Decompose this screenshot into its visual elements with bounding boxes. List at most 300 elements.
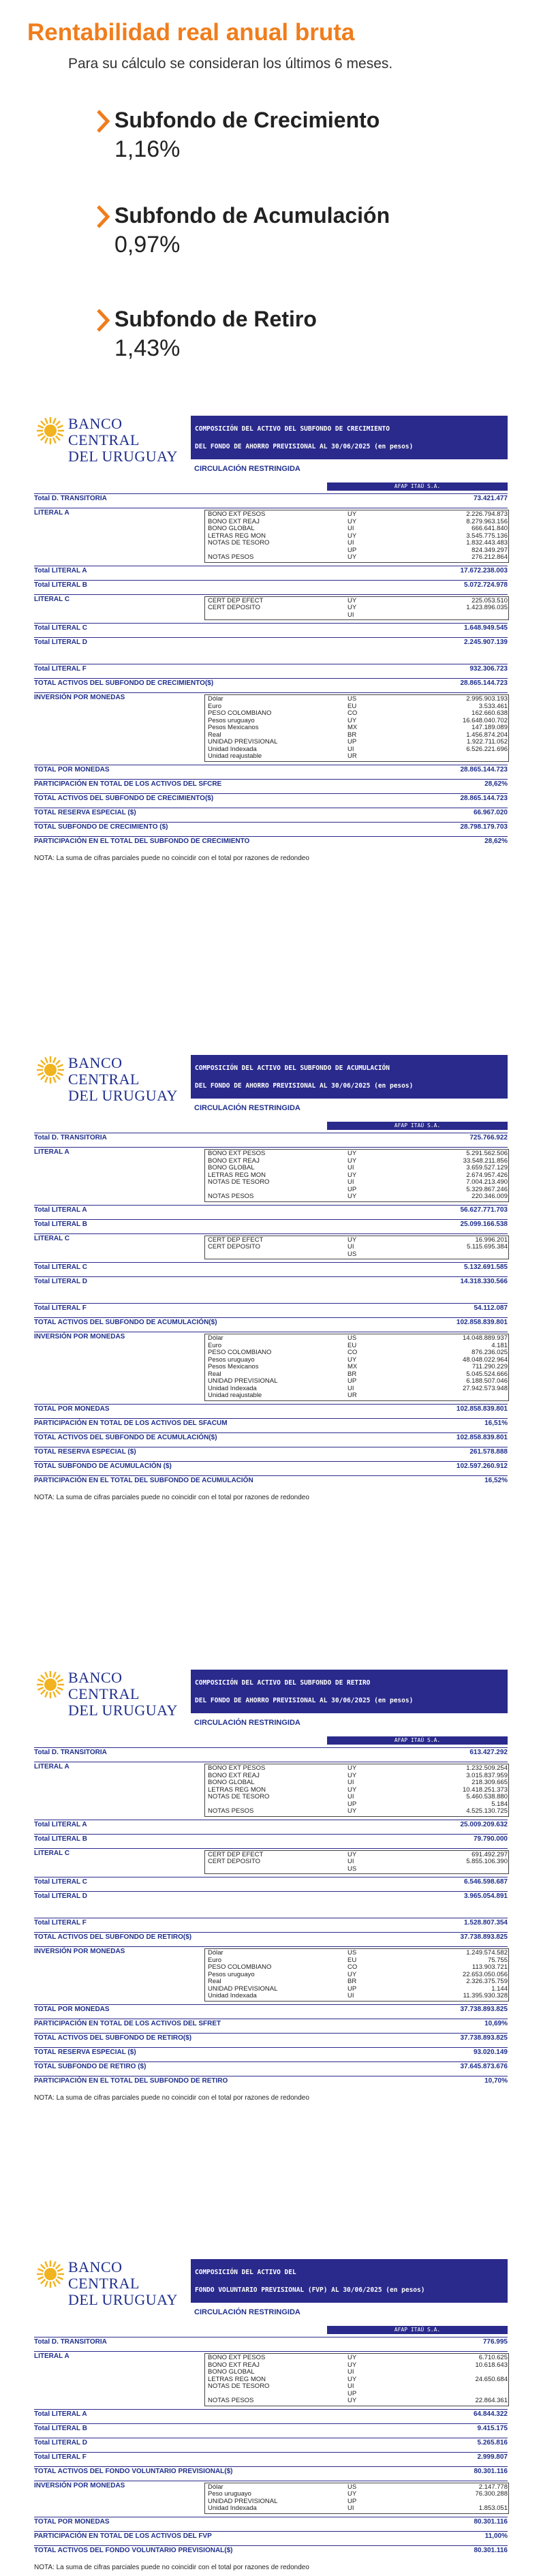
row-total: 5.132.691.585 <box>464 1263 508 1271</box>
report-fvp <box>34 2252 511 2573</box>
row-total: 28,62% <box>484 780 508 788</box>
block-label: INVERSIÓN POR MONEDAS <box>34 1333 125 1340</box>
instrument-name: BONO GLOBAL <box>208 1779 255 1786</box>
instrument-name: Pesos Mexicanos <box>208 1363 259 1370</box>
instrument-amount: 48.048.022.964 <box>462 1355 508 1364</box>
instrument-name: BONO EXT PESOS <box>208 510 266 518</box>
instrument-amount: 10.618.643 <box>475 2361 508 2369</box>
row-total: 66.967.020 <box>473 808 508 816</box>
row-divider <box>34 1475 508 1476</box>
instrument-name: NOTAS DE TESORO <box>208 1178 270 1186</box>
instrument-currency: EU <box>347 702 357 710</box>
row-label: Total D. TRANSITORIA <box>34 495 107 502</box>
row-divider <box>34 493 508 494</box>
instrument-name: PESO COLOMBIANO <box>208 709 272 717</box>
bank-name-line2: DEL URUGUAY <box>68 448 178 465</box>
instrument-name: CERT DEPOSITO <box>208 604 261 611</box>
instrument-currency: UY <box>347 596 357 604</box>
row-divider <box>34 1418 508 1419</box>
instrument-currency: UY <box>347 604 357 611</box>
block-label: INVERSIÓN POR MONEDAS <box>34 2481 125 2489</box>
instrument-amount: 1.832.443.483 <box>466 539 508 547</box>
instrument-amount: 5.115.695.384 <box>466 1243 508 1251</box>
instrument-currency: US <box>347 2483 357 2491</box>
row-divider <box>34 692 508 693</box>
rounding-note: NOTA: La suma de cifras parciales puede no coincidir con el total por razones de redondeo <box>34 854 309 862</box>
instrument-currency: UR <box>347 1392 357 1399</box>
row-total: 1.528.807.354 <box>464 1919 508 1927</box>
instrument-name: Unidad Indexada <box>208 745 257 753</box>
instrument-amount: 11.395.930.328 <box>463 1992 508 1999</box>
row-total: 16,51% <box>484 1419 508 1427</box>
row-label: Total D. TRANSITORIA <box>34 1134 107 1141</box>
instrument-name: Real <box>208 1978 221 1985</box>
row-divider <box>34 2531 508 2532</box>
row-divider <box>34 1834 508 1835</box>
row-label: Total LITERAL F <box>34 665 87 673</box>
instrument-currency: UY <box>347 1764 357 1772</box>
row-total: 56.627.771.703 <box>460 1206 508 1214</box>
afap-label: AFAP ITAÚ S.A. <box>327 482 508 491</box>
row-label: TOTAL SUBFONDO DE CRECIMIENTO ($) <box>34 823 168 831</box>
instrument-amount: 666.641.840 <box>472 525 508 532</box>
instrument-amount: 1.853.051 <box>478 2504 508 2512</box>
instrument-name: BONO EXT REAJ <box>208 1156 260 1165</box>
block-label: LITERAL A <box>34 1763 69 1770</box>
instrument-currency: UI <box>347 525 354 532</box>
row-divider <box>34 1461 508 1462</box>
instrument-currency: UY <box>347 1355 357 1364</box>
instrument-currency: UY <box>347 1156 357 1165</box>
bank-name-line2: DEL URUGUAY <box>68 1702 178 1719</box>
row-divider <box>34 822 508 823</box>
afap-label: AFAP ITAÚ S.A. <box>327 2326 508 2334</box>
instrument-amount: 5.045.524.666 <box>466 1370 508 1378</box>
instrument-amount: 2.674.957.426 <box>466 1171 508 1179</box>
instrument-amount: 3.545.775.136 <box>466 532 508 540</box>
instrument-currency: UI <box>347 1384 354 1392</box>
row-label: TOTAL SUBFONDO DE ACUMULACIÓN ($) <box>34 1462 172 1470</box>
afap-label: AFAP ITAÚ S.A. <box>327 1122 508 1130</box>
row-label: Total D. TRANSITORIA <box>34 1749 107 1756</box>
row-total: 28,62% <box>484 837 508 845</box>
instrument-name: BONO EXT REAJ <box>208 1771 260 1779</box>
row-total: 16,52% <box>484 1476 508 1484</box>
instrument-name: BONO GLOBAL <box>208 2368 255 2376</box>
bank-name-line2: DEL URUGUAY <box>68 1087 178 1104</box>
row-total: 80.301.116 <box>474 2546 508 2554</box>
instrument-currency: UP <box>347 1800 357 1808</box>
instrument-name: CERT DEP EFECT <box>208 1236 264 1244</box>
instrument-currency: UY <box>347 1771 357 1779</box>
sun-logo-icon <box>35 416 65 446</box>
instrument-name: BONO EXT REAJ <box>208 517 260 525</box>
instrument-currency: UI <box>347 1178 354 1186</box>
instrument-amount: 76.300.288 <box>475 2490 508 2498</box>
banner-line2: DEL FONDO DE AHORRO PREVISIONAL AL 30/06/2025 (en pesos) <box>195 1082 414 1090</box>
instrument-currency: UY <box>347 510 357 518</box>
instrument-name: NOTAS DE TESORO <box>208 1793 270 1800</box>
sun-logo-icon <box>35 1670 65 1700</box>
instrument-name: CERT DEPOSITO <box>208 1858 261 1865</box>
instrument-amount: 8.279.963.156 <box>466 517 508 525</box>
row-label: PARTICIPACIÓN EN TOTAL DE LOS ACTIVOS DEL SFACUM <box>34 1419 228 1427</box>
instrument-amount: 14.048.889.937 <box>462 1334 508 1342</box>
row-total: 2.245.907.139 <box>464 639 508 646</box>
instrument-currency: UY <box>347 1970 357 1978</box>
instrument-currency: UP <box>347 1185 357 1193</box>
row-label: Total LITERAL C <box>34 1878 87 1886</box>
row-label: TOTAL POR MONEDAS <box>34 765 110 773</box>
row-label: Total LITERAL F <box>34 2453 87 2461</box>
instrument-name: LETRAS REG MON <box>208 2375 266 2383</box>
instrument-amount: 1.232.509.254 <box>466 1764 508 1772</box>
row-label: Total LITERAL A <box>34 1206 87 1214</box>
bank-name-line1: BANCO CENTRAL <box>68 415 140 448</box>
block-label: LITERAL A <box>34 1148 69 1156</box>
row-total: 3.965.054.891 <box>464 1892 508 1900</box>
instrument-currency: UI <box>347 745 354 753</box>
row-total: 5.072.724.978 <box>464 581 508 589</box>
instrument-amount: 4.525.130.725 <box>466 1807 508 1815</box>
row-label: TOTAL POR MONEDAS <box>34 1405 110 1413</box>
instrument-currency: UY <box>347 2375 357 2383</box>
instrument-amount: 3.659.527.129 <box>466 1164 508 1171</box>
instrument-name: PESO COLOMBIANO <box>208 1963 272 1971</box>
row-divider <box>34 1317 508 1318</box>
report-banner <box>191 1055 508 1099</box>
instrument-name: Dólar <box>208 695 223 703</box>
row-divider <box>34 1404 508 1405</box>
row-divider <box>34 1233 508 1234</box>
fund-value: 1,43% <box>114 335 181 361</box>
row-label: Total LITERAL A <box>34 566 87 574</box>
report-banner <box>191 1670 508 1713</box>
instrument-amount: 225.053.510 <box>472 596 508 604</box>
instrument-amount: 16.648.040.702 <box>462 716 508 724</box>
instrument-currency: MX <box>347 724 358 731</box>
row-total: 28.865.144.723 <box>460 679 508 687</box>
instrument-currency: US <box>347 1334 357 1342</box>
instrument-amount: 2.147.778 <box>478 2483 508 2491</box>
circulacion-label: CIRCULACIÓN RESTRINGIDA <box>194 1719 300 1727</box>
instrument-currency: BR <box>347 731 357 739</box>
circulacion-label: CIRCULACIÓN RESTRINGIDA <box>194 465 300 473</box>
row-divider <box>34 1205 508 1206</box>
instrument-name: Euro <box>208 1341 222 1349</box>
bank-logo <box>34 409 191 463</box>
row-divider <box>34 1946 508 1947</box>
row-divider <box>34 1747 508 1748</box>
instrument-currency: UI <box>347 1858 354 1865</box>
row-total: 261.578.888 <box>469 1447 508 1456</box>
instrument-currency: UP <box>347 1984 357 1993</box>
row-divider <box>34 1262 508 1263</box>
fund-value: 1,16% <box>114 136 181 162</box>
instrument-amount: 147.189.089 <box>472 724 508 731</box>
instrument-amount: 691.492.297 <box>472 1850 508 1858</box>
instrument-name: LETRAS REG MON <box>208 1785 266 1794</box>
row-divider <box>34 580 508 581</box>
row-label: TOTAL ACTIVOS DEL SUBFONDO DE ACUMULACIÓN($) <box>34 1319 217 1326</box>
block-label: LITERAL C <box>34 1234 70 1242</box>
instrument-amount: 218.309.665 <box>472 1779 508 1786</box>
instrument-currency: EU <box>347 1956 357 1964</box>
instrument-currency: UI <box>347 611 354 619</box>
instrument-name: Real <box>208 731 221 739</box>
row-total: 64.844.322 <box>473 2410 508 2418</box>
block-label: LITERAL A <box>34 509 69 517</box>
fund-name: Subfondo de Acumulación <box>114 203 390 228</box>
row-label: TOTAL RESERVA ESPECIAL ($) <box>34 808 136 816</box>
instrument-currency: UP <box>347 738 357 746</box>
instrument-name: NOTAS DE TESORO <box>208 2382 270 2390</box>
row-total: 28.865.144.723 <box>460 765 508 773</box>
instrument-currency: UY <box>347 1150 357 1157</box>
instrument-name: NOTAS PESOS <box>208 2397 254 2404</box>
fund-name: Subfondo de Retiro <box>114 307 317 331</box>
instrument-name: BONO GLOBAL <box>208 1164 255 1171</box>
row-label: Total LITERAL F <box>34 1919 87 1927</box>
row-label: Total LITERAL C <box>34 1263 87 1271</box>
instrument-currency: BR <box>347 1978 357 1985</box>
row-divider <box>34 623 508 624</box>
instrument-currency: BR <box>347 1370 357 1378</box>
row-divider <box>34 2452 508 2453</box>
afap-label: AFAP ITAÚ S.A. <box>327 1736 508 1745</box>
instrument-amount: 1.423.896.035 <box>466 604 508 611</box>
row-total: 10,70% <box>484 2076 508 2085</box>
instrument-amount: 6.188.507.046 <box>466 1377 508 1385</box>
row-label: Total D. TRANSITORIA <box>34 2338 107 2346</box>
row-divider <box>34 2047 508 2048</box>
instrument-name: Pesos uruguayo <box>208 1970 255 1978</box>
row-divider <box>34 2423 508 2424</box>
instrument-amount: 5.291.562.506 <box>466 1150 508 1157</box>
row-divider <box>34 2004 508 2005</box>
instrument-currency: CO <box>347 709 358 717</box>
instrument-name: BONO EXT PESOS <box>208 1764 266 1772</box>
instrument-amount: 7.004.213.490 <box>466 1178 508 1186</box>
instrument-amount: 876.236.025 <box>472 1349 508 1356</box>
row-label: PARTICIPACIÓN EN EL TOTAL DEL SUBFONDO DE RETIRO <box>34 2076 228 2085</box>
row-label: TOTAL RESERVA ESPECIAL ($) <box>34 2048 136 2056</box>
row-label: TOTAL ACTIVOS DEL SUBFONDO DE CRECIMIENTO($) <box>34 794 214 802</box>
instrument-amount: 220.346.009 <box>472 1193 508 1200</box>
instrument-name: NOTAS PESOS <box>208 1193 254 1200</box>
instrument-amount: 162.660.638 <box>472 709 508 717</box>
instrument-amount: 6.710.625 <box>478 2354 508 2361</box>
row-total: 9.415.175 <box>477 2424 508 2432</box>
instrument-amount: 711.290.229 <box>472 1363 508 1370</box>
instrument-amount: 2.226.794.873 <box>466 510 508 518</box>
instrument-amount: 22.864.361 <box>475 2397 508 2404</box>
instrument-amount: 24.650.684 <box>475 2375 508 2383</box>
row-label: TOTAL RESERVA ESPECIAL ($) <box>34 1447 136 1456</box>
instrument-currency: US <box>347 1250 357 1258</box>
row-label: TOTAL ACTIVOS DEL SUBFONDO DE ACUMULACIÓN($) <box>34 1433 217 1441</box>
instrument-currency: UY <box>347 1171 357 1179</box>
instrument-currency: UY <box>347 1807 357 1815</box>
row-total: 932.306.723 <box>469 665 508 673</box>
bank-name <box>68 1670 191 1719</box>
instrument-currency: UI <box>347 539 354 547</box>
row-divider <box>34 1891 508 1892</box>
instrument-amount: 22.653.050.056 <box>462 1970 508 1978</box>
block-label: INVERSIÓN POR MONEDAS <box>34 694 125 701</box>
instrument-amount: 1.922.711.052 <box>466 738 508 746</box>
row-total: 79.790.000 <box>473 1835 508 1843</box>
rounding-note: NOTA: La suma de cifras parciales puede no coincidir con el total por razones de redondeo <box>34 1493 309 1501</box>
report-retiro <box>34 1663 511 2228</box>
row-total: 80.301.116 <box>474 2467 508 2475</box>
row-divider <box>34 678 508 679</box>
instrument-name: Unidad reajustable <box>208 1392 262 1399</box>
instrument-currency: UP <box>347 1377 357 1385</box>
instrument-amount: 5.460.538.880 <box>466 1793 508 1800</box>
row-total: 28.798.179.703 <box>460 823 508 831</box>
row-divider <box>34 793 508 794</box>
row-total: 10,69% <box>484 2019 508 2027</box>
circulacion-label: CIRCULACIÓN RESTRINGIDA <box>194 2308 300 2316</box>
instrument-name: LETRAS REG MON <box>208 532 266 540</box>
row-divider <box>34 1219 508 1220</box>
circulacion-label: CIRCULACIÓN RESTRINGIDA <box>194 1104 300 1112</box>
row-label: PARTICIPACIÓN EN TOTAL DE LOS ACTIVOS DEL FVP <box>34 2532 212 2540</box>
instrument-amount: 5.329.867.246 <box>466 1185 508 1193</box>
row-label: TOTAL POR MONEDAS <box>34 2517 110 2526</box>
instrument-currency: UI <box>347 1164 354 1171</box>
row-total: 11,00% <box>484 2532 508 2540</box>
row-label: Total LITERAL A <box>34 2410 87 2418</box>
block-label: LITERAL C <box>34 595 70 603</box>
bank-name <box>68 416 191 465</box>
row-label: Total LITERAL D <box>34 2438 87 2447</box>
banner-line1: COMPOSICIÓN DEL ACTIVO DEL <box>195 2269 296 2276</box>
row-total: 102.858.839.801 <box>456 1433 508 1441</box>
instrument-name: Dólar <box>208 1334 223 1342</box>
row-divider <box>34 2466 508 2467</box>
row-label: Total LITERAL D <box>34 639 87 646</box>
instrument-currency: UY <box>347 2361 357 2369</box>
row-label: PARTICIPACIÓN EN EL TOTAL DEL SUBFONDO DE CRECIMIENTO <box>34 837 250 845</box>
row-total: 14.318.330.566 <box>460 1278 508 1285</box>
instrument-currency: UY <box>347 2354 357 2361</box>
instrument-currency: UP <box>347 546 357 554</box>
row-divider <box>34 2409 508 2410</box>
instrument-currency: UY <box>347 2490 357 2498</box>
instrument-currency: UP <box>347 2497 357 2505</box>
instrument-amount: 1.249.574.582 <box>466 1949 508 1957</box>
row-total: 1.648.949.545 <box>464 624 508 632</box>
row-total: 80.301.116 <box>474 2517 508 2526</box>
row-label: PARTICIPACIÓN EN EL TOTAL DEL SUBFONDO DE ACUMULACIÓN <box>34 1476 253 1484</box>
instrument-name: BONO EXT PESOS <box>208 2354 266 2361</box>
row-label: Total LITERAL F <box>34 1304 87 1312</box>
banner-line1: COMPOSICIÓN DEL ACTIVO DEL SUBFONDO DE CRECIMIENTO <box>195 425 390 433</box>
row-total: 102.858.839.801 <box>456 1319 508 1326</box>
row-total: 25.099.166.538 <box>460 1220 508 1228</box>
instrument-name: Pesos Mexicanos <box>208 724 259 731</box>
instrument-currency: MX <box>347 1363 358 1370</box>
sun-logo-icon <box>35 2259 65 2289</box>
row-total: 37.645.873.676 <box>460 2062 508 2070</box>
bank-name-line1: BANCO CENTRAL <box>68 2258 140 2292</box>
instrument-name: Euro <box>208 702 222 710</box>
instrument-currency: UI <box>347 2504 354 2512</box>
sun-logo-icon <box>35 1055 65 1085</box>
instrument-name: Unidad reajustable <box>208 752 262 760</box>
row-divider <box>34 2545 508 2546</box>
page-subtitle: Para su cálculo se consideran los últimos 6 meses. <box>68 56 393 72</box>
instrument-currency: CO <box>347 1963 358 1971</box>
instrument-currency: EU <box>347 1341 357 1349</box>
instrument-amount: 10.418.251.373 <box>462 1785 508 1794</box>
row-total: 102.858.839.801 <box>456 1405 508 1413</box>
instrument-currency: UI <box>347 2368 354 2376</box>
instrument-currency: CO <box>347 1349 358 1356</box>
instrument-currency: UY <box>347 1850 357 1858</box>
bank-logo <box>34 2252 191 2307</box>
row-label: Total LITERAL A <box>34 1820 87 1828</box>
instrument-name: BONO GLOBAL <box>208 525 255 532</box>
row-label: PARTICIPACIÓN EN TOTAL DE LOS ACTIVOS DEL SFCRE <box>34 780 222 788</box>
instrument-name: CERT DEPOSITO <box>208 1243 261 1251</box>
instrument-amount: 276.212.864 <box>472 553 508 561</box>
instrument-currency: US <box>347 1949 357 1957</box>
row-total: 37.738.893.825 <box>460 1933 508 1941</box>
instrument-name: LETRAS REG MON <box>208 1171 266 1179</box>
row-divider <box>34 1932 508 1933</box>
row-divider <box>34 1848 508 1849</box>
row-total: 725.766.922 <box>469 1134 508 1141</box>
row-divider <box>34 1147 508 1148</box>
instrument-currency: UP <box>347 2389 357 2397</box>
row-total: 776.995 <box>482 2338 508 2346</box>
instrument-amount: 27.942.573.948 <box>462 1384 508 1392</box>
instrument-currency: US <box>347 695 357 703</box>
row-divider <box>34 779 508 780</box>
instrument-name: UNIDAD PREVISIONAL <box>208 738 278 746</box>
row-total: 28.865.144.723 <box>460 794 508 802</box>
row-label: Total LITERAL B <box>34 1220 87 1228</box>
fund-name: Subfondo de Crecimiento <box>114 108 380 132</box>
instrument-amount: 4.181 <box>491 1341 508 1349</box>
instrument-amount: 3.533.461 <box>478 702 508 710</box>
row-total: 25.009.209.632 <box>460 1820 508 1828</box>
row-divider <box>34 1276 508 1277</box>
report-banner <box>191 2259 508 2303</box>
bank-name-line2: DEL URUGUAY <box>68 2291 178 2308</box>
block-label: INVERSIÓN POR MONEDAS <box>34 1948 125 1955</box>
row-label: TOTAL ACTIVOS DEL FONDO VOLUNTARIO PREVISIONAL($) <box>34 2467 233 2475</box>
instrument-name: Pesos uruguayo <box>208 1355 255 1364</box>
row-total: 73.421.477 <box>473 495 508 502</box>
instrument-name: Real <box>208 1370 221 1378</box>
instrument-amount: 5.184 <box>491 1800 508 1808</box>
row-label: TOTAL SUBFONDO DE RETIRO ($) <box>34 2062 146 2070</box>
row-label: Total LITERAL D <box>34 1278 87 1285</box>
instrument-currency: UI <box>347 2382 354 2390</box>
instrument-amount: 33.548.211.856 <box>463 1156 508 1165</box>
page-title: Rentabilidad real anual bruta <box>27 19 355 46</box>
instrument-name: CERT DEP EFECT <box>208 1850 264 1858</box>
instrument-currency: UI <box>347 1793 354 1800</box>
row-divider <box>34 1303 508 1304</box>
row-label: TOTAL POR MONEDAS <box>34 2005 110 2013</box>
row-total: 37.738.893.825 <box>460 2034 508 2042</box>
bank-logo <box>34 1663 191 1717</box>
